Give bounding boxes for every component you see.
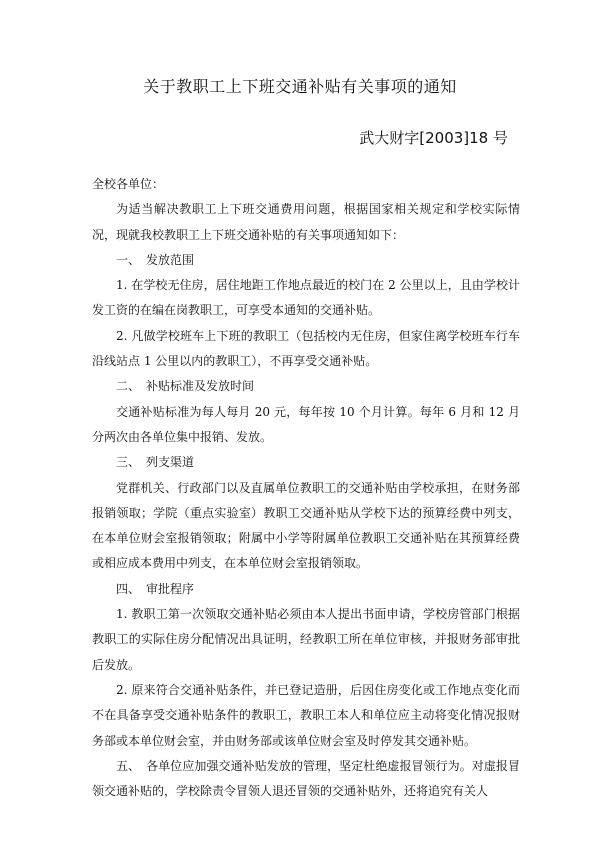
intro-paragraph: 为适当解决教职工上下班交通费用问题，根据国家相关规定和学校实际情况，现就我校教职工上下班交通补贴的有关事项通知如下：: [92, 202, 520, 242]
paragraph-1-1: 1. 在学校无住房，居住地距工作地点最近的校门在 2 公里以上，且由学校计发工资的在编在岗教职工，可享受本通知的交通补贴。: [92, 278, 520, 318]
paragraph-4-2: 2. 原来符合交通补贴条件，并已登记造册，后因住房变化或工作地点变化而不在具备享受交通补贴条件的教职工，教职工本人和单位应主动将变化情况报财务部或本单位财会室，并由财务部或该单位财会室及时停发其交通补贴。: [92, 682, 520, 748]
section-heading-3: 三、 列支渠道: [116, 455, 195, 470]
paragraph-2: 交通补贴标准为每人每月 20 元，每年按 10 个月计算。每年 6 月和 12 月分两次由各单位集中报销、发放。: [92, 404, 520, 444]
paragraph-4-1: 1. 教职工第一次领取交通补贴必须由本人提出书面申请，学校房管部门根据教职工的实际住房分配情况出具证明，经教职工所在单位审核，并报财务部审批后发放。: [92, 607, 520, 672]
paragraph-5: 五、 各单位应加强交通补贴发放的管理，坚定杜绝虚报冒领行为。对虚报冒领交通补贴的，学校除责令冒领人退还冒领的交通补贴外，还将追究有关人: [92, 758, 520, 799]
addressee: 全校各单位：: [92, 177, 165, 191]
section-heading-1: 一、 发放范围: [116, 252, 195, 267]
document-body: [92, 172, 520, 804]
section-heading-2: 二、 补贴标准及发放时间: [116, 379, 255, 394]
paragraph-3: 党群机关、行政部门以及直属单位教职工的交通补贴由学校承担，在财务部报销领取；学院（重点实验室）教职工交通补贴从学校下达的预算经费中列支，在本单位财会室报销领取；附属中小学等附属单位教职工交通补贴在其预算经费或相应成本费用中列支，在本单位财会室报销领取。: [92, 480, 520, 571]
paragraph-1-2: 2. 凡做学校班车上下班的教职工（包括校内无住房，但家住离学校班车行车沿线站点 1 公里以内的教职工），不再享受交通补贴。: [92, 328, 520, 369]
document-number: 武大财字[2003]18 号: [359, 129, 508, 147]
section-heading-4: 四、 审批程序: [116, 581, 195, 596]
document-title: 关于教职工上下班交通补贴有关事项的通知: [143, 77, 457, 96]
